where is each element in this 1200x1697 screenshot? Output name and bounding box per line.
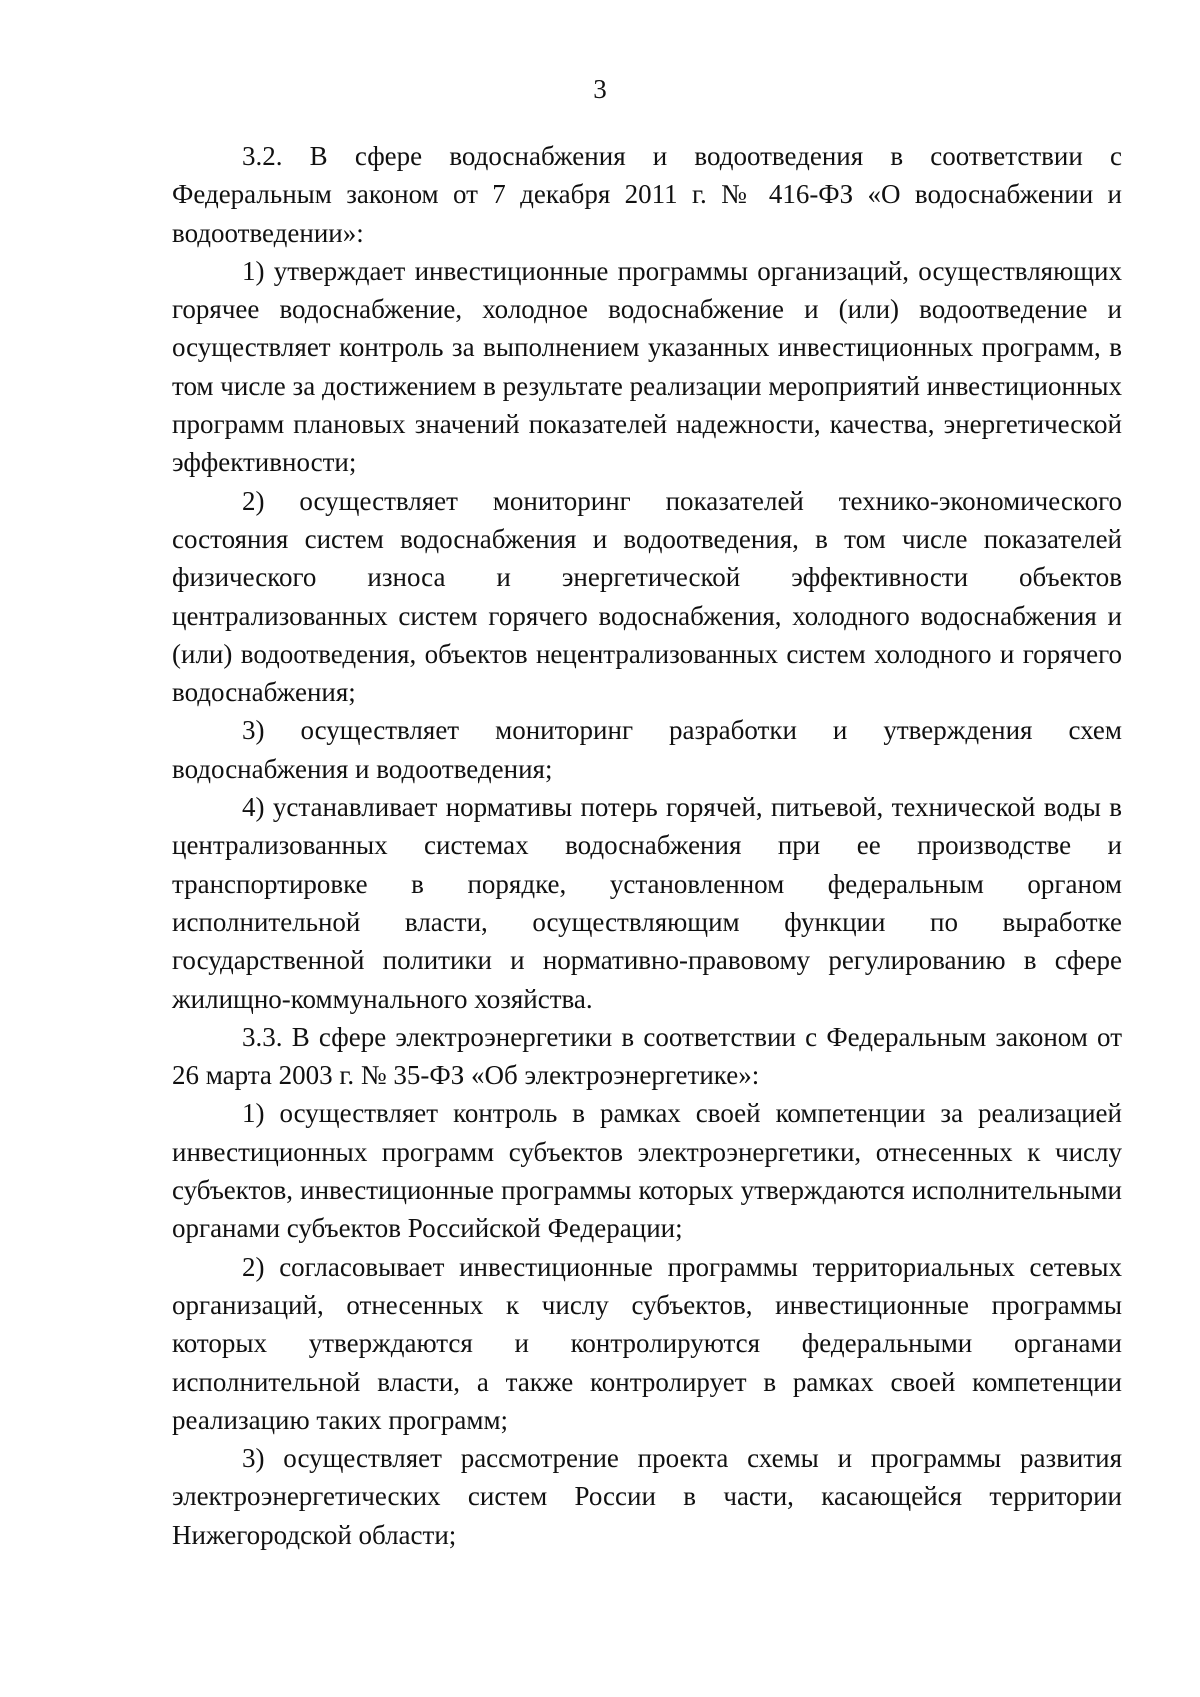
section-3-3-item-3: 3) осуществляет рассмотрение проекта схемы и программы развития электроэнергетических систем России в части, касающейся территории Нижегородской области; [172,1443,1122,1550]
section-3-3-heading: 3.3. В сфере электроэнергетики в соответствии с Федеральным законом от 26 марта 2003 г. № 35-ФЗ «Об электроэнергетике»: [172,1021,1122,1091]
section-3-3-item-1: 1) осуществляет контроль в рамках своей компетенции за реализацией инвестиционных программ субъектов электроэнергетики, отнесенных к числу субъектов, инвестиционные программы которых утверждаются исполнительными органами субъектов Российской Федерации; [172,1098,1122,1244]
document-body [172,137,1122,1554]
section-3-3-item-2: 2) согласовывает инвестиционные программы территориальных сетевых организаций, отнесенных к числу субъектов, инвестиционные программы которых утверждаются и контролируются федеральными органами исполнительной власти, а также контролирует в рамках своей компетенции реализацию таких программ; [172,1251,1122,1435]
section-3-2-item-3: 3) осуществляет мониторинг разработки и утверждения схем водоснабжения и водоотведения; [172,715,1122,784]
page-number: 3 [593,74,607,104]
section-3-2-item-4: 4) устанавливает нормативы потерь горячей, питьевой, технической воды в централизованных системах водоснабжения при ее производстве и транспортировке в порядке, установленном федеральным органом исполнительной власти, осуществляющим функции по выработке государственной политики и нормативно-правовому регулированию в сфере жилищно-коммунального хозяйства. [172,792,1122,1014]
section-3-2-item-1: 1) утверждает инвестиционные программы организаций, осуществляющих горячее водоснабжение, холодное водоснабжение и (или) водоотведение и осуществляет контроль за выполнением указанных инвестиционных программ, в том числе за достижением в результате реализации мероприятий инвестиционных программ плановых значений показателей надежности, качества, энергетической эффективности; [172,255,1122,478]
section-3-2-heading: 3.2. В сфере водоснабжения и водоотведения в соответствии с Федеральным законом от 7 декабря 2011 г. № 416-ФЗ «О водоснабжении и водоотведении»: [172,141,1122,248]
section-3-2-item-2: 2) осуществляет мониторинг показателей технико-экономического состояния систем водоснабжения и водоотведения, в том числе показателей физического износа и энергетической эффективности объектов централизованных систем горячего водоснабжения, холодного водоснабжения и (или) водоотведения, объектов нецентрализованных систем холодного и горячего водоснабжения; [172,485,1122,708]
